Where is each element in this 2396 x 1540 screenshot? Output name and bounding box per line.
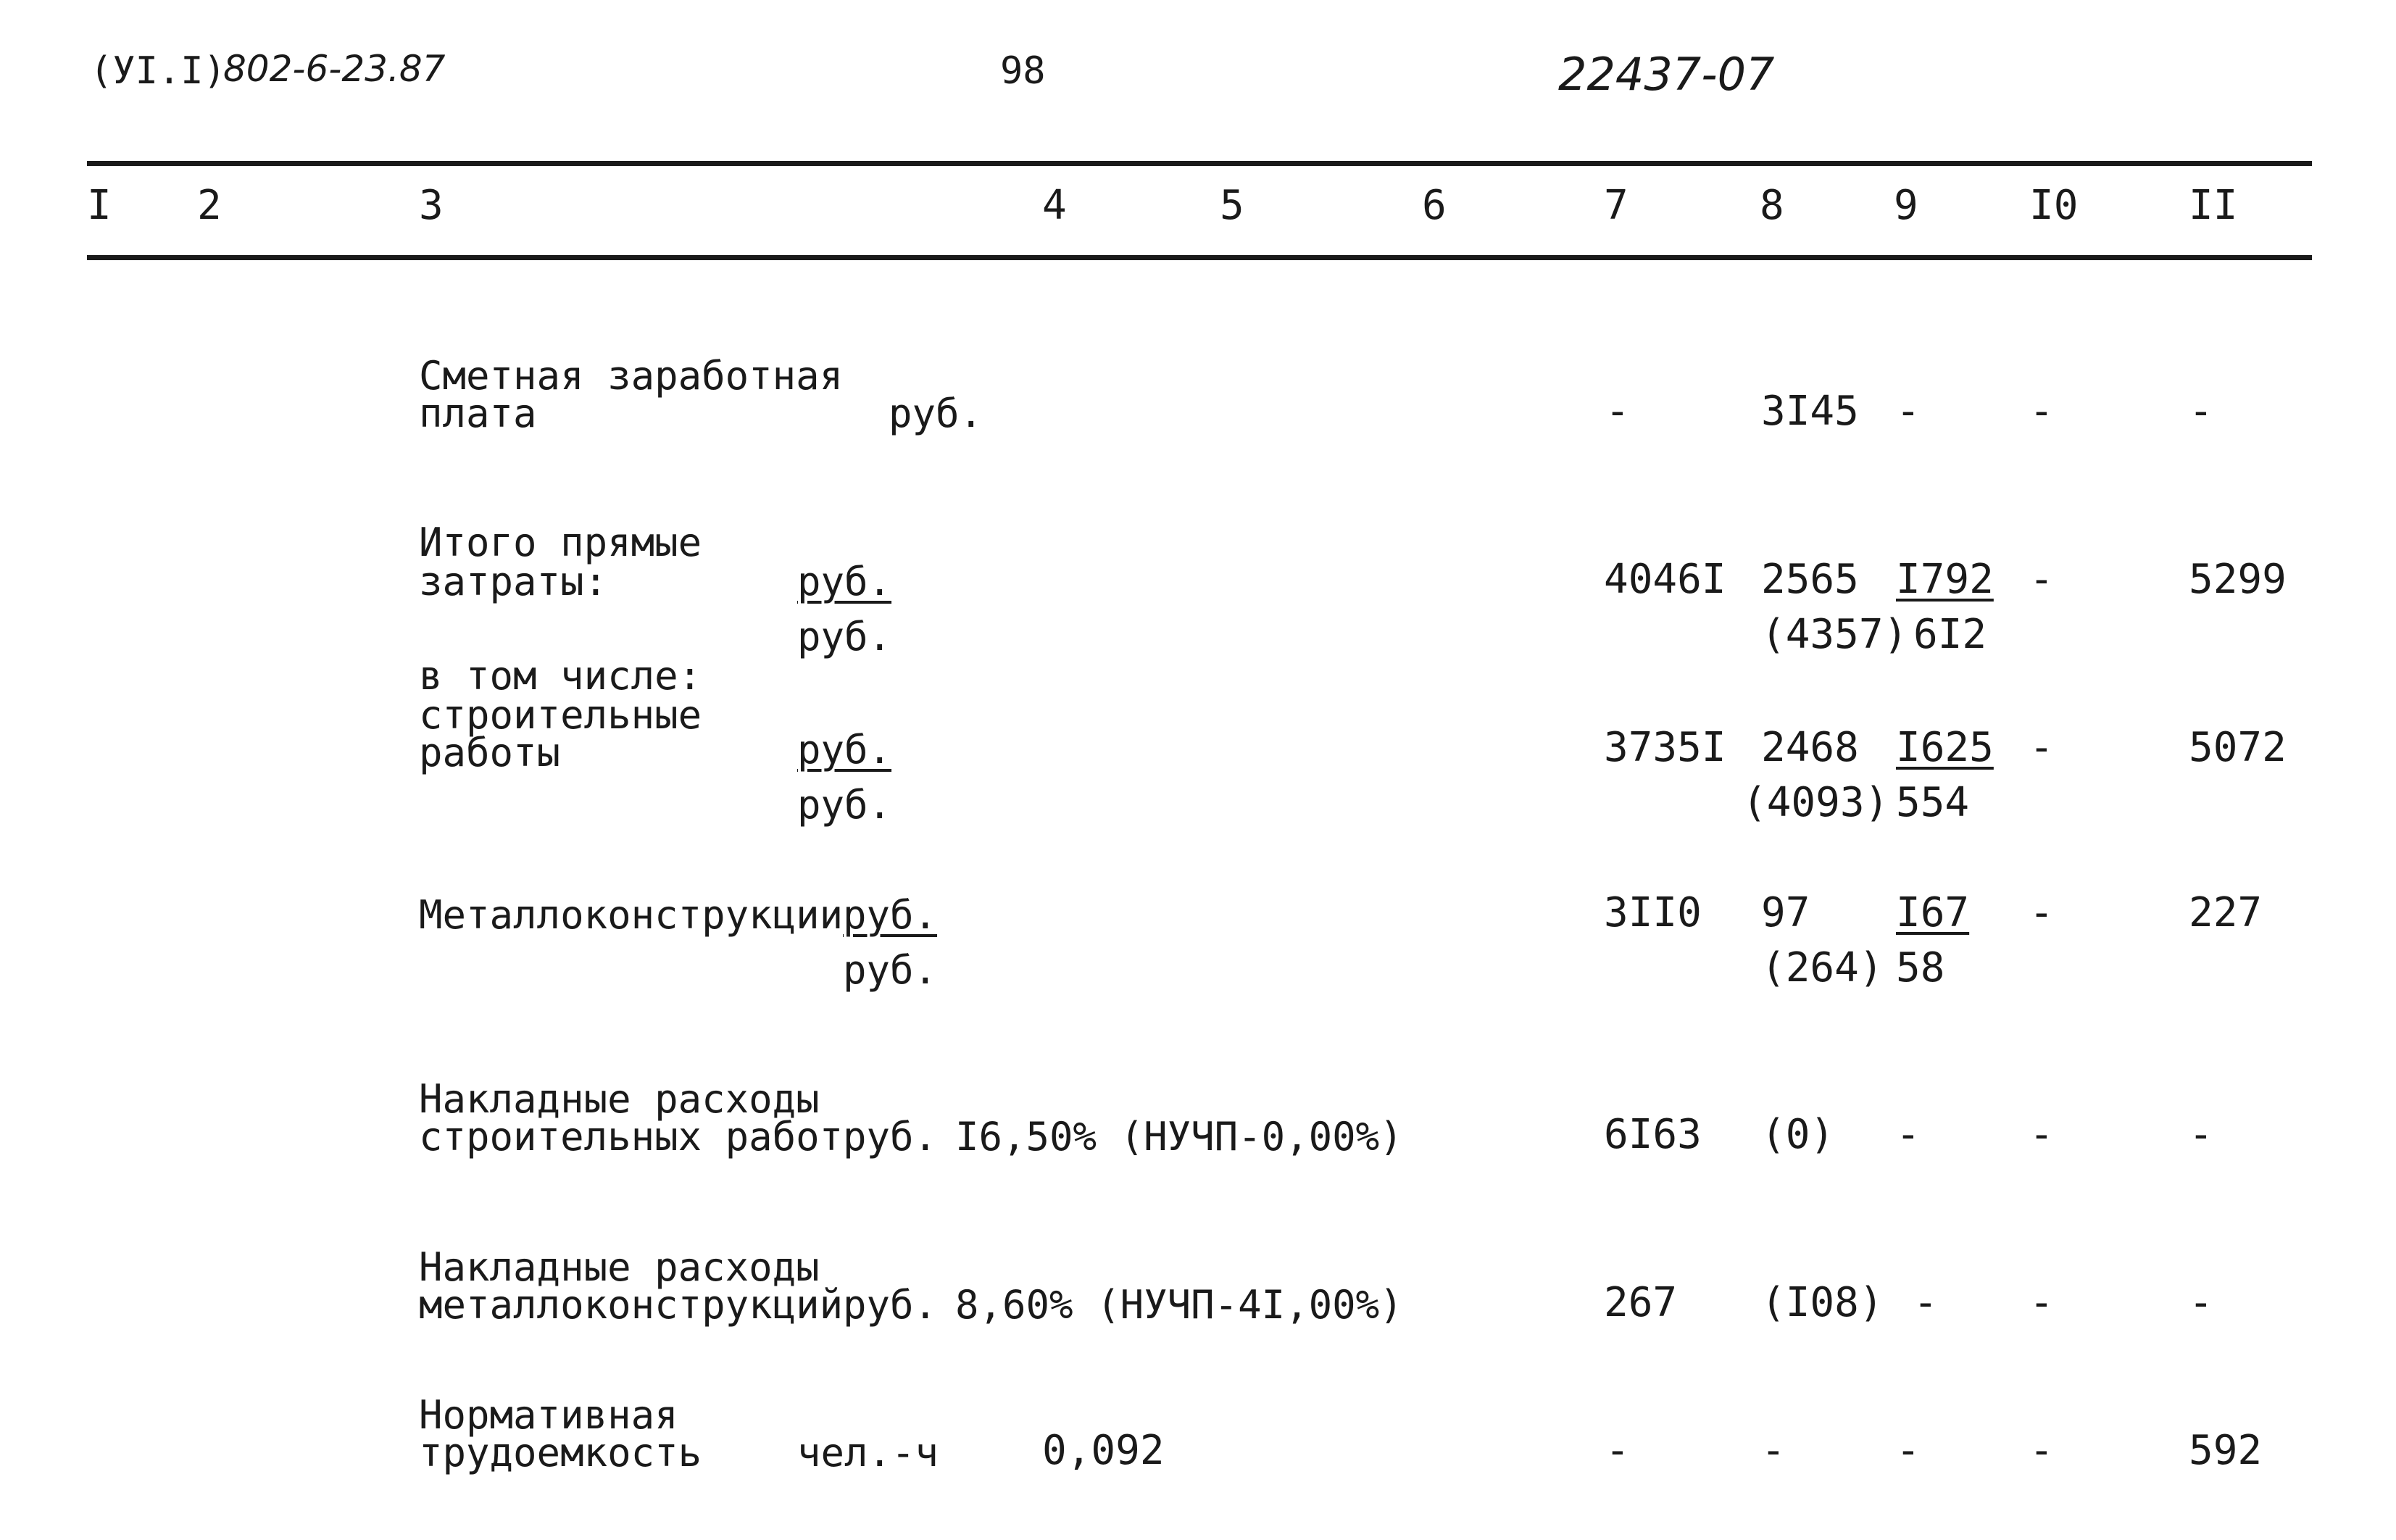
cell-col-8: (0) bbox=[1761, 1111, 1835, 1158]
row-label: Накладные расходы bbox=[419, 1244, 820, 1290]
cell-col-9: - bbox=[1913, 1279, 1938, 1326]
including-label: в том числе: bbox=[419, 653, 702, 699]
cell-col-10: - bbox=[2029, 1279, 2054, 1326]
cell-col-11: 5072 bbox=[2189, 724, 2287, 771]
row-unit: чел.-ч bbox=[797, 1430, 939, 1476]
doc-code-prefix: (УI.I) bbox=[90, 49, 226, 93]
cell-col-11: 227 bbox=[2189, 889, 2263, 936]
row-label: плата bbox=[419, 391, 537, 436]
col-header-3: 3 bbox=[419, 182, 444, 229]
row-unit-top: руб. bbox=[797, 727, 892, 773]
row-label: Итого прямые bbox=[419, 520, 702, 565]
row-rate: I6,50% (НУЧП-0,00%) bbox=[955, 1114, 1403, 1160]
row-label: строительные bbox=[419, 692, 702, 738]
cell-col-7: - bbox=[1605, 388, 1630, 435]
row-label: затраты: bbox=[419, 559, 608, 604]
cell-col-10: - bbox=[2029, 1111, 2054, 1158]
cell-col-10: - bbox=[2029, 388, 2054, 435]
cell-col-7: 6I63 bbox=[1604, 1111, 1702, 1158]
row-label: работы bbox=[419, 730, 561, 775]
col-header-11: II bbox=[2189, 182, 2238, 229]
row-unit-bottom: руб. bbox=[843, 947, 938, 993]
row-label: Нормативная bbox=[419, 1392, 678, 1438]
col-header-1: I bbox=[87, 182, 112, 229]
cell-col-11: 5299 bbox=[2189, 556, 2287, 603]
cell-col-8: 97 bbox=[1761, 889, 1810, 936]
row-unit: руб. bbox=[843, 1282, 938, 1328]
cell-col-11: - bbox=[2189, 1111, 2213, 1158]
col-header-9: 9 bbox=[1894, 182, 1918, 229]
col-header-4: 4 bbox=[1042, 182, 1067, 229]
row-unit-bottom: руб. bbox=[797, 614, 892, 659]
cell-col-7: - bbox=[1605, 1427, 1630, 1474]
cell-col-8: (I08) bbox=[1761, 1279, 1884, 1326]
cell-col-9: - bbox=[1896, 1111, 1921, 1158]
cell-col-9-bottom: 554 bbox=[1896, 779, 1970, 826]
row-label: Накладные расходы bbox=[419, 1076, 820, 1122]
cell-col-9-bottom: 58 bbox=[1896, 944, 1945, 991]
row-unit: руб. bbox=[889, 391, 983, 436]
cell-col-7: 3II0 bbox=[1604, 889, 1702, 936]
cell-col-7: 3735I bbox=[1604, 724, 1726, 771]
row-label: строительных работ bbox=[419, 1114, 844, 1160]
cell-col-10: - bbox=[2029, 724, 2054, 771]
cell-col-9-top: I67 bbox=[1896, 889, 1970, 936]
cell-col-9-top: I625 bbox=[1896, 724, 1994, 771]
col-header-2: 2 bbox=[197, 182, 222, 229]
row-label: Сметная заработная bbox=[419, 353, 844, 399]
row-label: Металлоконструкции bbox=[419, 892, 844, 938]
cell-col-9-top: I792 bbox=[1896, 556, 1994, 603]
col-header-5: 5 bbox=[1220, 182, 1244, 229]
cell-col-7: 267 bbox=[1604, 1279, 1678, 1326]
table-top-rule bbox=[87, 161, 2312, 166]
page-number: 98 bbox=[1000, 49, 1046, 93]
row-unit: руб. bbox=[843, 1114, 938, 1160]
cell-col-10: - bbox=[2029, 556, 2054, 603]
col-header-8: 8 bbox=[1760, 182, 1784, 229]
cell-col-8-bottom: (264) bbox=[1761, 944, 1884, 991]
cell-col-8-bottom: (4357) bbox=[1761, 611, 1908, 658]
cell-col-4: 0,092 bbox=[1042, 1427, 1165, 1474]
row-rate: 8,60% (НУЧП-4I,00%) bbox=[955, 1282, 1403, 1328]
col-header-10: I0 bbox=[2029, 182, 2079, 229]
cell-col-11: - bbox=[2189, 1279, 2213, 1326]
cell-col-10: - bbox=[2029, 1427, 2054, 1474]
row-unit-top: руб. bbox=[797, 559, 892, 604]
row-unit-bottom: руб. bbox=[797, 782, 892, 828]
cell-col-7: 4046I bbox=[1604, 556, 1726, 603]
cell-col-8: - bbox=[1761, 1427, 1786, 1474]
cell-col-9: - bbox=[1896, 388, 1921, 435]
doc-code-handwritten: 802-6-23.87 bbox=[223, 48, 446, 90]
cell-col-9: - bbox=[1896, 1427, 1921, 1474]
cell-col-8: 3I45 bbox=[1761, 388, 1859, 435]
row-label: трудоемкость bbox=[419, 1430, 702, 1476]
doc-number: 22437-07 bbox=[1558, 48, 1775, 101]
cell-col-8-bottom: (4093) bbox=[1742, 779, 1889, 826]
cell-col-11: - bbox=[2189, 388, 2213, 435]
cell-col-9-bottom: 6I2 bbox=[1913, 611, 1987, 658]
cell-col-11: 592 bbox=[2189, 1427, 2263, 1474]
row-unit-top: руб. bbox=[843, 892, 938, 938]
row-label: металлоконструкций bbox=[419, 1282, 844, 1328]
col-header-7: 7 bbox=[1604, 182, 1628, 229]
col-header-6: 6 bbox=[1422, 182, 1447, 229]
table-header-rule bbox=[87, 255, 2312, 260]
cell-col-10: - bbox=[2029, 889, 2054, 936]
cell-col-8: 2468 bbox=[1761, 724, 1859, 771]
cell-col-8: 2565 bbox=[1761, 556, 1859, 603]
